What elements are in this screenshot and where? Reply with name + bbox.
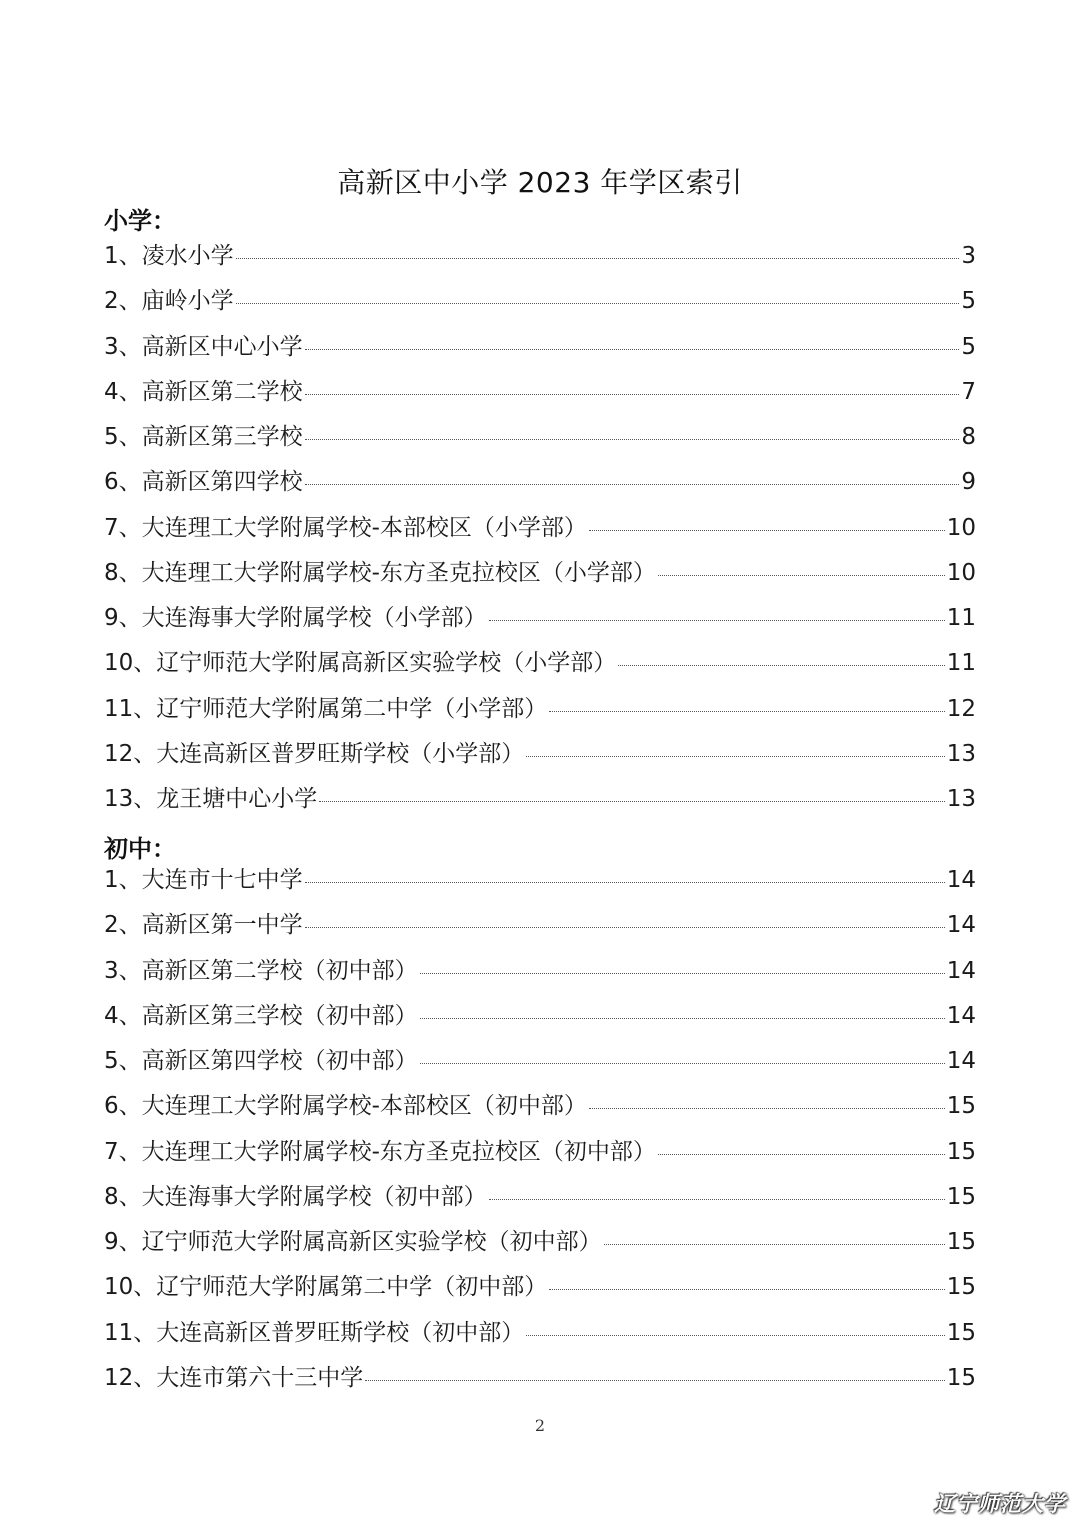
toc-entry-label: 9、大连海事大学附属学校（小学部） — [104, 605, 487, 631]
toc-entry-label: 11、大连高新区普罗旺斯学校（初中部） — [104, 1319, 525, 1346]
toc-entry-page: 8 — [961, 424, 976, 450]
toc-entry-page: 13 — [946, 740, 976, 767]
toc-entry-page: 14 — [946, 1048, 976, 1074]
toc-entry-page: 10 — [946, 559, 976, 586]
toc-entry[interactable] — [104, 421, 976, 466]
dot-leader — [618, 664, 944, 666]
dot-leader — [604, 1243, 945, 1245]
toc-entry[interactable] — [104, 738, 976, 783]
toc-entry-label: 1、凌水小学 — [104, 243, 234, 269]
page-title: 高新区中小学 2023 年学区索引 — [337, 166, 743, 199]
toc-entry-label: 5、高新区第四学校（初中部） — [104, 1048, 418, 1074]
toc-entry[interactable] — [104, 1271, 976, 1316]
toc-entry-label: 1、大连市十七中学 — [104, 867, 303, 893]
toc-entry-label: 5、高新区第三学校 — [104, 424, 303, 450]
dot-leader — [489, 1198, 945, 1200]
dot-leader — [420, 1062, 945, 1064]
toc-entry[interactable] — [104, 783, 976, 828]
toc-entry-label: 3、高新区第二学校（初中部） — [104, 957, 418, 984]
dot-leader — [305, 438, 960, 440]
toc-entry-page: 15 — [946, 1093, 976, 1120]
dot-leader — [589, 529, 945, 531]
watermark-logo-text: 辽宁师范大学 — [934, 1492, 1066, 1516]
toc-entry[interactable] — [104, 693, 976, 738]
toc-entry-page: 10 — [946, 514, 976, 541]
toc-entry[interactable] — [104, 285, 976, 330]
dot-leader — [549, 710, 944, 712]
toc-entry-page: 14 — [946, 912, 976, 939]
toc-entry-page: 15 — [946, 1319, 976, 1346]
dot-leader — [658, 1153, 945, 1155]
toc-entry-label: 9、辽宁师范大学附属高新区实验学校（初中部） — [104, 1229, 602, 1255]
page-number: 2 — [534, 1416, 546, 1435]
toc-entry-page: 7 — [961, 378, 976, 405]
toc-entry-label: 7、大连理工大学附属学校-东方圣克拉校区（初中部） — [104, 1138, 656, 1165]
dot-leader — [420, 972, 945, 974]
toc-entry-label: 7、大连理工大学附属学校-本部校区（小学部） — [104, 514, 587, 541]
toc-entry[interactable] — [104, 1226, 976, 1271]
dot-leader — [319, 800, 944, 802]
toc-entry[interactable] — [104, 909, 976, 954]
dot-leader — [236, 257, 960, 259]
toc-entry-label: 4、高新区第三学校（初中部） — [104, 1002, 418, 1029]
toc-entry[interactable] — [104, 955, 976, 1000]
toc-entry-label: 10、辽宁师范大学附属高新区实验学校（小学部） — [104, 650, 617, 677]
toc-entry[interactable] — [104, 1136, 976, 1181]
toc-entry[interactable] — [104, 864, 976, 909]
toc-entry-label: 11、辽宁师范大学附属第二中学（小学部） — [104, 695, 548, 722]
toc-entry[interactable] — [104, 1090, 976, 1135]
toc-entry-page: 14 — [946, 1002, 976, 1029]
dot-leader — [658, 574, 945, 576]
toc-entry-page: 13 — [946, 786, 976, 812]
toc-entry[interactable] — [104, 557, 976, 602]
section-heading-primary: 小学： — [104, 207, 176, 235]
section-heading-junior: 初中： — [104, 835, 176, 863]
dot-leader — [526, 755, 944, 757]
toc-entry-page: 11 — [946, 650, 976, 677]
toc-entry-label: 6、高新区第四学校 — [104, 469, 303, 496]
dot-leader — [420, 1017, 945, 1019]
toc-entry[interactable] — [104, 1317, 976, 1362]
dot-leader — [305, 926, 945, 928]
toc-entry-label: 8、大连海事大学附属学校（初中部） — [104, 1183, 487, 1210]
toc-entry-page: 15 — [946, 1229, 976, 1255]
toc-entry[interactable] — [104, 1362, 976, 1407]
toc-entry[interactable] — [104, 647, 976, 692]
toc-entry-label: 10、辽宁师范大学附属第二中学（初中部） — [104, 1274, 548, 1301]
toc-entry[interactable] — [104, 1181, 976, 1226]
toc-entry-page: 15 — [946, 1138, 976, 1165]
toc-list-junior — [104, 864, 976, 1407]
toc-entry-page: 3 — [961, 243, 976, 269]
toc-list-primary — [104, 240, 976, 828]
dot-leader — [589, 1107, 945, 1109]
toc-entry[interactable] — [104, 602, 976, 647]
toc-entry-page: 9 — [961, 469, 976, 496]
toc-entry[interactable] — [104, 1000, 976, 1045]
toc-entry-label: 2、庙岭小学 — [104, 288, 234, 315]
toc-entry-label: 13、龙王塘中心小学 — [104, 786, 318, 812]
toc-entry-page: 14 — [946, 867, 976, 893]
dot-leader — [549, 1288, 944, 1290]
toc-entry-page: 15 — [946, 1183, 976, 1210]
dot-leader — [305, 393, 960, 395]
toc-entry-label: 3、高新区中心小学 — [104, 333, 303, 360]
toc-entry-label: 2、高新区第一中学 — [104, 912, 303, 939]
toc-entry-page: 15 — [946, 1274, 976, 1301]
dot-leader — [489, 619, 945, 621]
dot-leader — [305, 348, 960, 350]
dot-leader — [236, 302, 960, 304]
toc-entry-page: 5 — [961, 333, 976, 360]
toc-entry-page: 12 — [946, 695, 976, 722]
toc-entry[interactable] — [104, 1045, 976, 1090]
toc-entry-page: 11 — [946, 605, 976, 631]
toc-entry[interactable] — [104, 376, 976, 421]
toc-entry-label: 12、大连高新区普罗旺斯学校（小学部） — [104, 740, 525, 767]
dot-leader — [526, 1334, 944, 1336]
toc-entry-label: 12、大连市第六十三中学 — [104, 1364, 364, 1391]
toc-entry[interactable] — [104, 512, 976, 557]
dot-leader — [305, 483, 960, 485]
toc-entry-label: 6、大连理工大学附属学校-本部校区（初中部） — [104, 1093, 587, 1120]
toc-entry-page: 14 — [946, 957, 976, 984]
toc-entry[interactable] — [104, 466, 976, 511]
toc-entry[interactable] — [104, 240, 976, 285]
toc-entry-label: 8、大连理工大学附属学校-东方圣克拉校区（小学部） — [104, 559, 656, 586]
toc-entry-page: 15 — [946, 1364, 976, 1391]
toc-entry[interactable] — [104, 331, 976, 376]
dot-leader — [365, 1379, 944, 1381]
toc-entry-page: 5 — [961, 288, 976, 315]
dot-leader — [305, 881, 945, 883]
toc-entry-label: 4、高新区第二学校 — [104, 378, 303, 405]
